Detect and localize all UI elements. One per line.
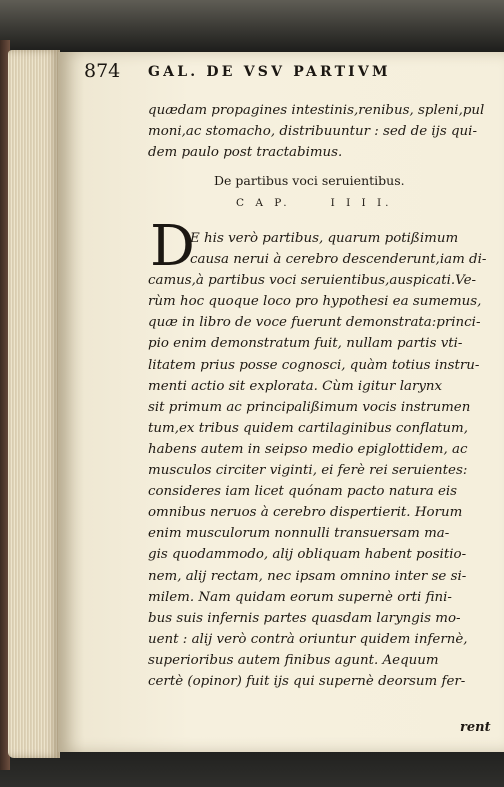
text-line: enim musculorum nonnulli transuersam ma- [148,526,450,542]
text-line: moni,ac stomacho, distribuuntur : sed de ijs qui- [148,124,477,140]
top-paragraph [148,100,485,163]
text-line: camus,à partibus voci seruientibus,auspicati.Ve- [148,273,477,289]
running-title: GAL. DE VSV PARTIVM [148,64,391,80]
text-line: menti actio sit explorata. Cùm igitur larynx [148,378,443,394]
catchword: rent [460,720,491,735]
text-line: pio enim demonstratum fuit, nullam partis vti- [148,336,463,352]
drop-cap: D [150,214,195,279]
text-line: nem, alij rectam, nec ipsam omnino inter se si- [148,568,467,584]
chapter-label-text: C A P. [236,197,291,209]
chapter-number: I I I I. [330,197,393,209]
chapter-label [236,197,393,209]
page-number: 874 [84,60,121,82]
text-line: dem paulo post tractabimus. [148,145,343,161]
text-line: tum,ex tribus quidem cartilaginibus conflatum, [148,420,468,436]
text-line: milem. Nam quidam eorum supernè orti fini- [148,589,452,605]
text-line: certè (opinor) fuit ijs qui supernè deorsum fer- [148,673,466,689]
page-header [84,56,484,84]
text-line: causa nerui à cerebro descenderunt,iam di- [190,252,487,268]
background-bottom [0,752,504,787]
text-line: rùm hoc quoque loco pro hypothesi ea sumemus, [148,294,482,310]
text-line: gis quodammodo, alij obliquam habent positio- [148,547,467,563]
text-line: musculos circiter viginti, ei ferè rei seruientes: [148,463,468,479]
main-paragraph [148,228,488,692]
text-line: sit primum ac principalißimum vocis instrumen [148,399,471,415]
text-line: uent : alij verò contrà oriuntur quidem infernè, [148,631,468,647]
text-line: quædam propagines intestinis,renibus, spleni,pul [148,103,485,118]
text-line: superioribus autem finibus agunt. Aequum [148,652,439,668]
text-line: quæ in libro de voce fuerunt demonstrata:princi- [148,315,481,331]
text-line: omnibus neruos à cerebro dispertierit. Horum [148,505,463,521]
page-stack-edges [8,50,60,758]
text-line: litatem prius posse cognosci, quàm totius instru- [148,357,480,373]
text-line: habens autem in seipso medio epiglottidem, ac [148,441,468,457]
text-line: consideres iam licet quónam pacto natura eis [148,484,458,500]
text-line: E his verò partibus, quarum potißimum [190,231,459,246]
chapter-heading: De partibus voci seruientibus. [214,173,405,188]
background-top [0,0,504,52]
text-line: bus suis infernis partes quasdam laryngis mo- [148,610,461,626]
